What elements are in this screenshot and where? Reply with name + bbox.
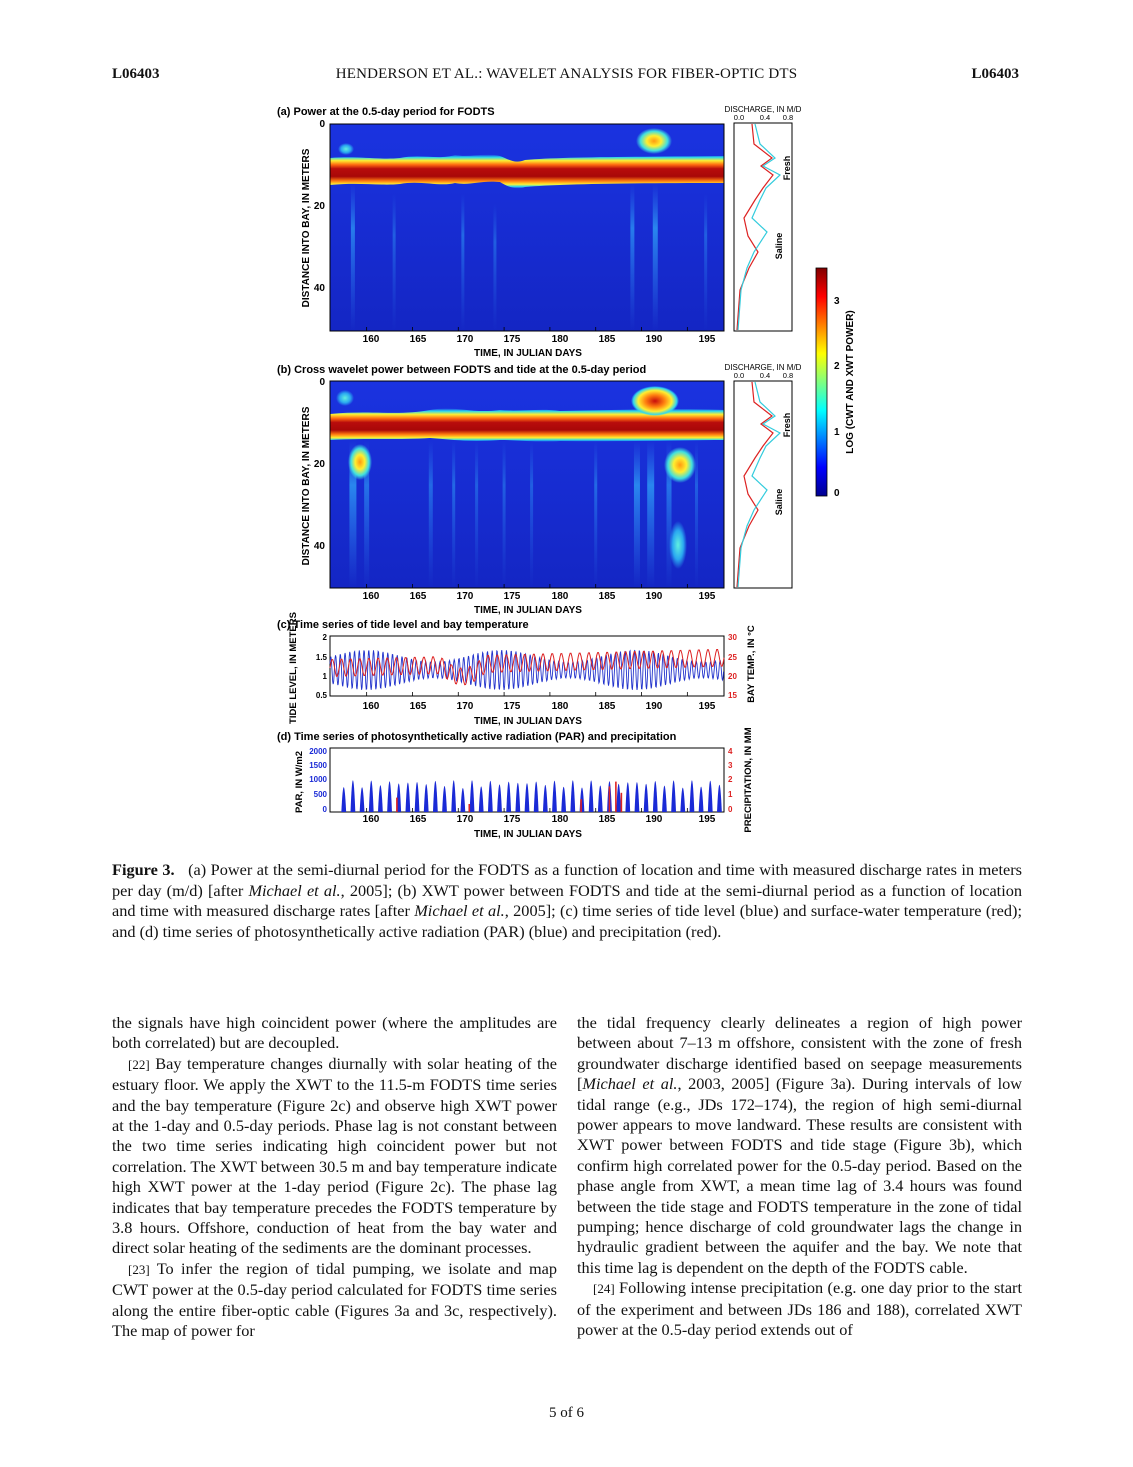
x-tick-label: 195: [698, 701, 716, 712]
fresh-label: Fresh: [782, 412, 792, 438]
panel-b-ytick-20: 20: [313, 459, 325, 470]
colorbar-tick: 2: [834, 361, 840, 372]
paragraph-text: , 2003, 2005] (Figure 3a). During intervals of low tidal range (e.g., JDs 172–174), the region of high semi-diurnal power appears to move landward. These results are consistent with XWT power between FODTS and tide stage (Figure 3b), which confirm high correlated power for the 0.5-day period. Based on the phase angle from XWT, a mean time lag of 3.4 hours was found between the tide stage and FODTS temperature in the zone of tidal pumping; hence discharge of cold groundwater lags the change in hydraulic gradient between the aquifer and the bay. We note that this time lag is dependent on the depth of the FODTS cable.: [577, 1074, 1022, 1277]
panel-d-ylabel: PAR, IN W/m2: [294, 750, 305, 814]
x-tick-label: 165: [409, 814, 427, 825]
x-tick-label: 190: [645, 814, 663, 825]
power-stripe: [647, 441, 654, 588]
panel-c-y2label: BAY TEMP., IN °C: [746, 625, 757, 703]
x-tick-label: 180: [551, 814, 569, 825]
discharge-tick: 0.0: [733, 371, 745, 380]
panel-b-ytick-40: 40: [313, 541, 325, 552]
x-tick-label: 170: [456, 701, 474, 712]
x-tick-label: 160: [362, 591, 380, 602]
panel-c-ytick: 1.5: [315, 653, 327, 662]
panel-d-y2tick: 3: [728, 761, 733, 770]
panel-c-y2tick: 30: [728, 633, 737, 642]
x-tick-label: 185: [598, 591, 616, 602]
panel-c-y2tick: 25: [728, 653, 737, 662]
paragraph-text: Following intense precipitation (e.g. one day prior to the start of the experiment and between JDs 186 and 188), correlated XWT power at the 0.5-day period extends out of: [577, 1278, 1022, 1340]
x-tick-label: 175: [503, 701, 521, 712]
panel-c-xlabel: TIME, IN JULIAN DAYS: [474, 716, 582, 727]
panel-b-ytick-0: 0: [319, 377, 325, 388]
power-stripe: [393, 194, 396, 331]
x-tick-label: 160: [362, 701, 380, 712]
panel-b-xlabel: TIME, IN JULIAN DAYS: [474, 605, 582, 616]
panel-c-title: (c) Time series of tide level and bay temperature: [277, 619, 529, 631]
paragraph-text: To infer the region of tidal pumping, we isolate and map CWT power at the 0.5-day period calculated for FODTS time series along the entire fiber-optic cable (Figures 3a and 3c, respectively). The map of power for: [112, 1258, 557, 1341]
body-column-right: [577, 1013, 1022, 1341]
panel-b-title: (b) Cross wavelet power between FODTS and tide at the 0.5-day period: [277, 364, 647, 376]
saline-label: Saline: [774, 488, 784, 516]
x-tick-label: 175: [503, 334, 521, 345]
panel-c-ytick: 2: [322, 633, 327, 642]
fresh-label: Fresh: [782, 155, 792, 181]
x-tick-label: 170: [456, 334, 474, 345]
paragraph-24: [577, 1278, 1022, 1340]
x-tick-label: 170: [456, 591, 474, 602]
panel-a: [277, 105, 802, 359]
paragraph-number: [22]: [128, 1056, 150, 1072]
caption-label: Figure 3.: [112, 860, 175, 879]
panel-a-xticks: [363, 334, 716, 345]
x-tick-label: 180: [551, 701, 569, 712]
panel-b-xticks: [363, 591, 716, 602]
panel-b: [277, 363, 802, 616]
colorbar-label: LOG (CWT AND XWT POWER): [845, 310, 856, 454]
panel-a-ytick-20: 20: [313, 201, 325, 212]
panel-d-y2tick: 0: [728, 805, 733, 814]
panel-d-ytick: 2000: [309, 747, 327, 756]
running-header-title: HENDERSON ET AL.: WAVELET ANALYSIS FOR FIBER-OPTIC DTS: [335, 66, 798, 82]
power-stripe: [704, 194, 707, 331]
x-tick-label: 195: [698, 334, 716, 345]
panel-c-ytick: 1: [322, 672, 327, 681]
power-stripe: [493, 204, 496, 331]
panel-a-ytick-0: 0: [319, 119, 325, 130]
power-stripe: [653, 184, 658, 331]
citation: Michael et al.: [582, 1074, 678, 1094]
power-stripe: [429, 441, 433, 588]
power-stripe: [530, 441, 533, 588]
paragraph-text: Bay temperature changes diurnally with solar heating of the estuary floor. We apply the XWT to the 11.5-m FODTS time series and the bay temperature (Figure 2c) and observe high XWT power at the 1-day and 0.5-day periods. Phase lag is not constant between the two time series indicating high coincident power but not correlation. The XWT between 30.5 m and bay temperature indicate high XWT power at the 1-day period (Figure 2c). The phase lag indicates that bay temperature precedes the FODTS temperature by 3.8 hours. Offshore, conduction of heat from the bay water and direct solar heating of the sediments are the dominant processes.: [112, 1053, 557, 1258]
figure-caption: [112, 860, 1022, 942]
panel-d-y2tick: 1: [728, 790, 733, 799]
discharge-tick: 0.4: [759, 113, 771, 122]
x-tick-label: 165: [409, 591, 427, 602]
power-stripe: [594, 441, 597, 588]
x-tick-label: 195: [698, 814, 716, 825]
panel-d-ytick: 1500: [309, 761, 327, 770]
panel-d-ytick: 0: [322, 805, 327, 814]
power-stripe: [630, 184, 634, 331]
body-column-left: [112, 1013, 557, 1342]
panel-b-discharge-title: DISCHARGE, IN M/D: [724, 363, 802, 372]
discharge-tick: 0.8: [782, 113, 794, 122]
caption-text-3: , 2005]; (c) time series of tide level (blue) and surface-water temperature (red); and (d) time series of photosynthetically active radiation (PAR) (blue) and precipitation (red).: [112, 901, 1022, 941]
caption-citation-1: Michael et al.: [248, 880, 341, 900]
power-stripe: [452, 441, 455, 588]
discharge-tick: 0.4: [759, 371, 771, 380]
colorbar: [816, 268, 856, 499]
panel-d-xticks: [363, 814, 716, 825]
paragraph-text: the tidal frequency clearly delineates a region of high power between about 7–13 m offshore, consistent with the zone of fresh groundwater discharge identified based on seepage measurements [: [577, 1013, 1022, 1094]
panel-c: [277, 612, 757, 727]
x-tick-label: 160: [362, 814, 380, 825]
panel-d-ytick: 500: [313, 790, 327, 799]
panel-c-ytick: 0.5: [315, 691, 327, 700]
power-stripe: [461, 194, 464, 331]
page-number: 5 of 6: [549, 1405, 584, 1421]
x-tick-label: 190: [645, 701, 663, 712]
colorbar-tick: 1: [834, 427, 840, 438]
panel-c-ylabel-text: TIDE LEVEL, IN METERS: [288, 612, 299, 724]
panel-a-heatmap: [330, 124, 724, 331]
discharge-tick: 0.8: [782, 371, 794, 380]
x-tick-label: 185: [598, 334, 616, 345]
panel-d-title: (d) Time series of photosynthetically active radiation (PAR) and precipitation: [277, 731, 677, 743]
panel-c-xticks: [363, 701, 716, 712]
x-tick-label: 180: [551, 334, 569, 345]
panel-c-y2tick: 15: [728, 691, 737, 700]
power-stripe: [503, 441, 506, 588]
running-header-right: L06403: [971, 66, 1019, 82]
paragraph-23: [112, 1259, 557, 1342]
panel-c-y2tick: 20: [728, 672, 737, 681]
paragraph-number: [23]: [128, 1261, 150, 1277]
x-tick-label: 170: [456, 814, 474, 825]
power-stripe: [634, 441, 640, 588]
panel-a-ylabel: DISTANCE INTO BAY, IN METERS: [301, 148, 312, 308]
x-tick-label: 185: [598, 814, 616, 825]
running-header-left: L06403: [112, 66, 160, 82]
paragraph: the signals have high coincident power (where the amplitudes are both correlated) but are decoupled.: [112, 1013, 557, 1053]
x-tick-label: 190: [645, 334, 663, 345]
panel-b-discharge-plot: [725, 363, 802, 588]
x-tick-label: 175: [503, 814, 521, 825]
paragraph-22: [112, 1054, 557, 1259]
saline-label: Saline: [774, 232, 784, 260]
paragraph-number: [24]: [593, 1281, 615, 1297]
panel-d-y2tick: 2: [728, 775, 733, 784]
panel-b-heatmap: [330, 381, 724, 588]
x-tick-label: 175: [503, 591, 521, 602]
power-stripe: [351, 184, 355, 331]
x-tick-label: 185: [598, 701, 616, 712]
panel-a-ytick-40: 40: [313, 283, 325, 294]
x-tick-label: 195: [698, 591, 716, 602]
x-tick-label: 165: [409, 334, 427, 345]
panel-d-y2label: PRECIPITATION, IN MM: [743, 727, 754, 833]
panel-d-xlabel: TIME, IN JULIAN DAYS: [474, 829, 582, 840]
colorbar-tick: 3: [834, 296, 840, 307]
caption-text-2: , 2005]; (b) XWT power between FODTS and tide at the semi-diurnal period as a function of location and time with measured discharge rates [after: [112, 880, 1023, 920]
panel-d-y2tick: 4: [728, 747, 733, 756]
caption-text-1: (a) Power at the semi-diurnal period for the FODTS as a function of location and time with measured discharge rates in meters per day (m/d) [after: [112, 860, 1022, 900]
panel-a-discharge-title: DISCHARGE, IN M/D: [724, 105, 802, 114]
x-tick-label: 190: [645, 591, 663, 602]
caption-citation-2: Michael et al.: [414, 901, 505, 920]
power-stripe: [475, 441, 478, 588]
panel-d-ytick: 1000: [309, 775, 327, 784]
colorbar-tick: 0: [834, 488, 840, 499]
panel-b-ylabel: DISTANCE INTO BAY, IN METERS: [301, 406, 312, 566]
panel-a-discharge-plot: [725, 105, 802, 331]
panel-a-xlabel: TIME, IN JULIAN DAYS: [474, 348, 582, 359]
panel-c-ylabel: [288, 612, 299, 724]
x-tick-label: 160: [362, 334, 380, 345]
paragraph: [577, 1013, 1022, 1278]
discharge-tick: 0.0: [733, 113, 745, 122]
x-tick-label: 180: [551, 591, 569, 602]
x-tick-label: 165: [409, 701, 427, 712]
panel-d: [277, 727, 754, 840]
panel-a-title: (a) Power at the 0.5-day period for FODTS: [277, 106, 495, 118]
